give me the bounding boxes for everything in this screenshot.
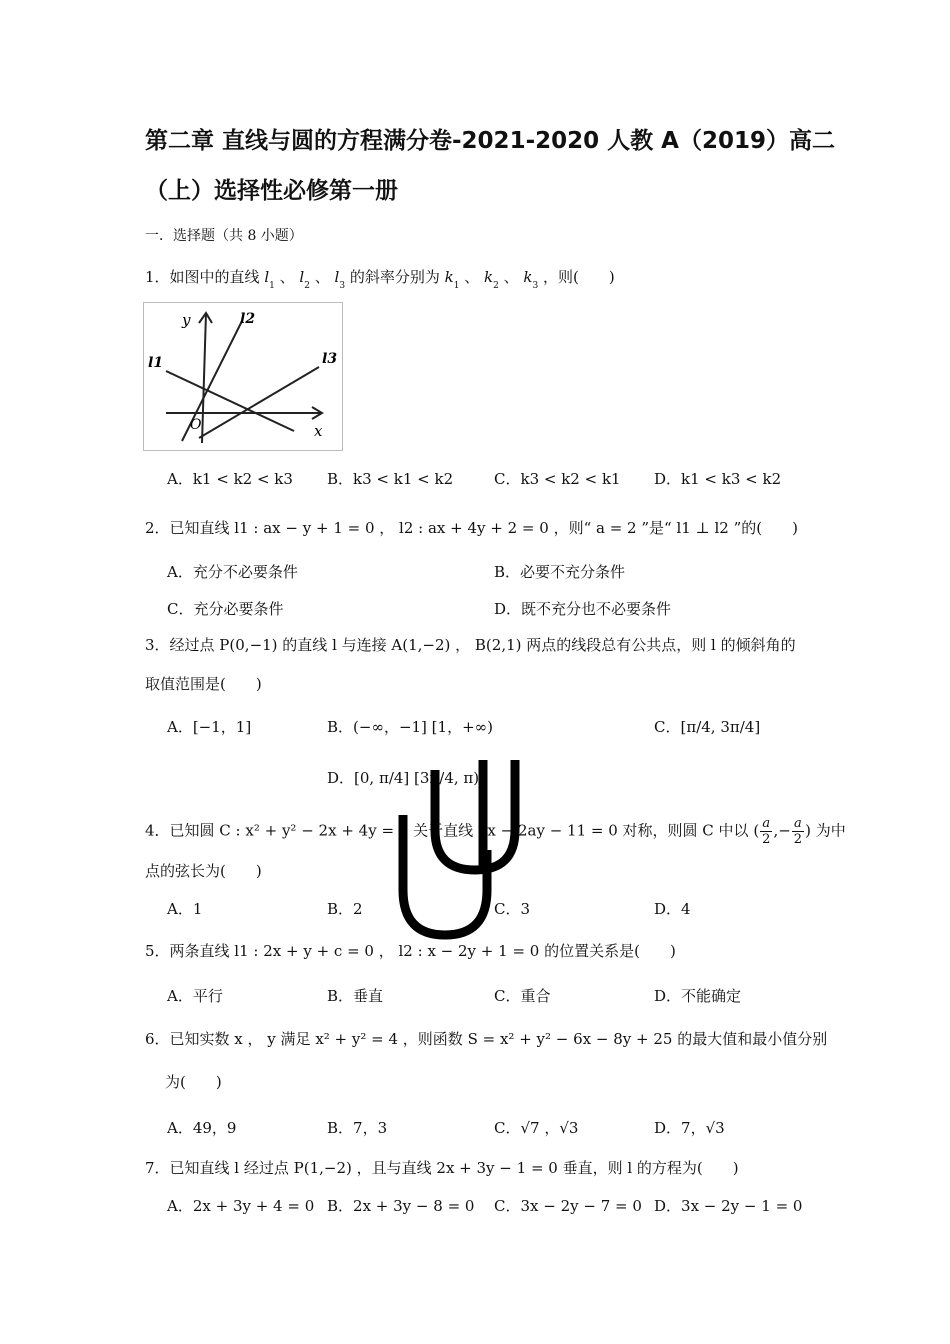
q1-option-a[interactable]: A．k1 < k2 < k3 <box>167 470 293 488</box>
question-1: 1．如图中的直线 $l_1$ 、 $l_2$ 、 $l_3$ 的斜率分别为 $k_1$ 、 $k_2$ 、 $k_3$ ，则( ) <box>145 268 615 291</box>
q2-option-a[interactable]: A．充分不必要条件 <box>167 563 298 581</box>
q6-option-b[interactable]: B．7，3 <box>327 1119 388 1137</box>
q2-option-d[interactable]: D．既不充分也不必要条件 <box>494 600 672 618</box>
q5-option-c[interactable]: C．重合 <box>494 987 551 1005</box>
question-4-text-a: 4．已知圆 C : x² + y² − 2x + 4y = 0 关于直线 3x − 2ay − 11 = 0 对称，则圆 C 中以 <box>145 821 749 840</box>
question-1-text-c: ，则( ) <box>543 268 615 286</box>
question-1-text-b: 的斜率分别为 <box>349 268 440 286</box>
question-6-line-2: 为( ) <box>165 1073 222 1091</box>
x-label: x <box>314 422 323 440</box>
q5-option-a[interactable]: A．平行 <box>167 987 223 1005</box>
l1-label: l1 <box>148 355 164 371</box>
q3-option-b[interactable]: B．(−∞，−1] [1，+∞) <box>327 718 493 736</box>
question-4-line-1: 4．已知圆 C : x² + y² − 2x + 4y = 0 关于直线 3x − 2ay − 11 = 0 对称，则圆 C 中以 ( $\frac{a}{2}$ ,− $\frac{a}{2}$ ) 为中 <box>145 816 846 847</box>
section-heading: 一．选择题（共 8 小题） <box>145 228 303 244</box>
q7-option-b[interactable]: B．2x + 3y − 8 = 0 <box>327 1197 475 1215</box>
l3-label: l3 <box>322 351 338 367</box>
question-3-line-2: 取值范围是( ) <box>145 675 262 693</box>
q3-option-d[interactable]: D．[0, π/4] [3π/4, π) <box>327 769 480 787</box>
q3-option-a[interactable]: A．[−1，1] <box>167 718 252 736</box>
q4-midpoint-x: $\frac{a}{2}$ <box>762 816 771 847</box>
q4-option-d[interactable]: D．4 <box>654 900 691 918</box>
stamp-mark <box>395 760 525 940</box>
q7-option-a[interactable]: A．2x + 3y + 4 = 0 <box>167 1197 315 1215</box>
q6-option-c[interactable]: C．√7 ，√3 <box>494 1119 579 1137</box>
l2-label: l2 <box>240 311 256 327</box>
page-title-line-2: （上）选择性必修第一册 <box>145 178 398 204</box>
q2-option-b[interactable]: B．必要不充分条件 <box>494 563 626 581</box>
question-3-line-1: 3．经过点 P(0,−1) 的直线 l 与连接 A(1,−2) ， B(2,1) 两点的线段总有公共点，则 l 的倾斜角的 <box>145 636 796 654</box>
line-l3 <box>199 367 319 438</box>
q2-option-c[interactable]: C．充分必要条件 <box>167 600 284 618</box>
question-5: 5．两条直线 l1 : 2x + y + c = 0 ， l2 : x − 2y + 1 = 0 的位置关系是( ) <box>145 942 676 960</box>
q4-option-a[interactable]: A．1 <box>167 900 203 918</box>
question-4-text-b: 为中 <box>815 821 846 840</box>
question-4-line-2: 点的弦长为( ) <box>145 862 262 880</box>
question-1-text-a: 1．如图中的直线 <box>145 268 260 286</box>
q4-option-c[interactable]: C．3 <box>494 900 531 918</box>
q6-option-a[interactable]: A．49，9 <box>167 1119 237 1137</box>
q1-option-d[interactable]: D．k1 < k3 < k2 <box>654 470 782 488</box>
question-7: 7．已知直线 l 经过点 P(1,−2) ，且与直线 2x + 3y − 1 = 0 垂直，则 l 的方程为( ) <box>145 1159 739 1177</box>
question-2: 2．已知直线 l1 : ax − y + 1 = 0 ， l2 : ax + 4y + 2 = 0 ，则“ a = 2 ”是“ l1 ⊥ l2 ”的( ) <box>145 519 798 537</box>
q4-midpoint-y: $\frac{a}{2}$ <box>793 816 803 847</box>
q1-option-b[interactable]: B．k3 < k1 < k2 <box>327 470 454 488</box>
q4-option-b[interactable]: B．2 <box>327 900 363 918</box>
page-title-line-1: 第二章 直线与圆的方程满分卷-2021-2020 人教 A（2019）高二 <box>145 128 835 154</box>
q3-option-c[interactable]: C．[π/4, 3π/4] <box>654 718 761 736</box>
origin-label: O <box>190 417 202 433</box>
q5-option-d[interactable]: D．不能确定 <box>654 987 742 1005</box>
q7-option-d[interactable]: D．3x − 2y − 1 = 0 <box>654 1197 803 1215</box>
slope-figure-svg <box>144 303 342 450</box>
question-6-line-1: 6．已知实数 x ， y 满足 x² + y² = 4 ，则函数 S = x² + y² − 6x − 8y + 25 的最大值和最小值分别 <box>145 1030 828 1048</box>
line-l1 <box>166 371 294 431</box>
q6-option-d[interactable]: D．7，√3 <box>654 1119 725 1137</box>
y-label: y <box>182 311 191 329</box>
q5-option-b[interactable]: B．垂直 <box>327 987 384 1005</box>
y-axis <box>202 313 206 443</box>
q7-option-c[interactable]: C．3x − 2y − 7 = 0 <box>494 1197 642 1215</box>
q1-option-c[interactable]: C．k3 < k2 < k1 <box>494 470 621 488</box>
slope-figure <box>143 302 343 451</box>
